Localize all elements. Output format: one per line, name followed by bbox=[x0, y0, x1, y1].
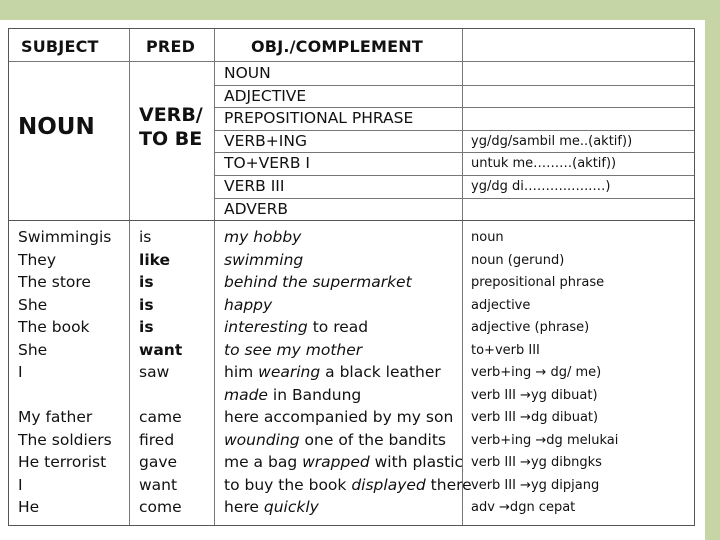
example-predicate: is bbox=[139, 296, 154, 314]
example-predicate: came bbox=[139, 408, 182, 426]
example-subject: She bbox=[18, 296, 48, 314]
example-note: verb III →dg dibuat) bbox=[471, 410, 599, 425]
example-object bbox=[224, 455, 463, 471]
example-object-part: to see my mother bbox=[224, 341, 363, 359]
example-subject: He terrorist bbox=[18, 453, 107, 471]
example-subject: Swimmingis bbox=[18, 228, 112, 246]
pattern-row-divider bbox=[214, 175, 694, 176]
column-divider bbox=[129, 29, 130, 525]
example-object-part: quickly bbox=[263, 498, 319, 516]
example-object-part: interesting bbox=[224, 318, 308, 336]
example-object-part: my hobby bbox=[224, 228, 302, 246]
example-subject: They bbox=[18, 251, 57, 269]
section-divider bbox=[9, 220, 694, 221]
pattern-note: yg/dg/sambil me..(aktif)) bbox=[471, 134, 633, 149]
example-note: verb III →yg dibngks bbox=[471, 455, 602, 470]
pattern-pred-line1: VERB/ bbox=[139, 104, 203, 126]
pattern-complement: ADJECTIVE bbox=[224, 87, 307, 105]
pattern-complement: PREPOSITIONAL PHRASE bbox=[224, 109, 414, 127]
pattern-pred-line2: TO BE bbox=[139, 128, 203, 150]
pattern-complement: VERB+ING bbox=[224, 132, 307, 150]
pattern-row-divider bbox=[214, 130, 694, 131]
example-note: adjective bbox=[471, 298, 531, 313]
example-object-part: happy bbox=[224, 296, 273, 314]
column-divider bbox=[462, 29, 463, 525]
example-subject: The soldiers bbox=[18, 431, 112, 449]
example-note: verb III →yg dipjang bbox=[471, 478, 600, 493]
header-divider bbox=[9, 61, 694, 62]
pattern-row-divider bbox=[214, 198, 694, 199]
example-subject: The store bbox=[18, 273, 91, 291]
example-object-part: to read bbox=[307, 318, 369, 336]
example-subject: The book bbox=[18, 318, 90, 336]
pattern-complement: NOUN bbox=[224, 64, 271, 82]
example-object-part: a black leather bbox=[320, 363, 441, 381]
example-note: prepositional phrase bbox=[471, 275, 605, 290]
example-object-part: wounding bbox=[224, 431, 300, 449]
example-note: verb III →yg dibuat) bbox=[471, 388, 598, 403]
example-predicate: is bbox=[139, 273, 154, 291]
example-object bbox=[224, 343, 362, 359]
example-object-part: there bbox=[425, 476, 472, 494]
example-object bbox=[224, 320, 368, 336]
example-object-part: one of the bandits bbox=[299, 431, 447, 449]
example-subject: My father bbox=[18, 408, 93, 426]
pattern-row-divider bbox=[214, 107, 694, 108]
example-subject: He bbox=[18, 498, 40, 516]
example-object-part: to buy the book bbox=[224, 476, 352, 494]
example-object bbox=[224, 388, 361, 404]
example-subject: I bbox=[18, 476, 23, 494]
example-predicate: gave bbox=[139, 453, 178, 471]
header-pred: PRED bbox=[146, 37, 196, 56]
example-predicate: is bbox=[139, 228, 152, 246]
pattern-note: untuk me………(aktif)) bbox=[471, 156, 617, 171]
example-object-part: here bbox=[224, 498, 264, 516]
header-obj-complement: OBJ./COMPLEMENT bbox=[251, 37, 423, 56]
pattern-complement: VERB III bbox=[224, 177, 285, 195]
pattern-row-divider bbox=[214, 152, 694, 153]
example-object-part: wearing bbox=[258, 363, 321, 381]
pattern-complement: ADVERB bbox=[224, 200, 289, 218]
example-predicate: come bbox=[139, 498, 182, 516]
example-predicate: like bbox=[139, 251, 171, 269]
example-object-part: me a bag bbox=[224, 453, 303, 471]
pattern-subject: NOUN bbox=[18, 114, 95, 140]
example-predicate: want bbox=[139, 341, 183, 359]
example-object-part: wrapped bbox=[302, 453, 370, 471]
example-object-part: swimming bbox=[224, 251, 304, 269]
example-note: verb+ing →dg melukai bbox=[471, 433, 619, 448]
example-predicate: is bbox=[139, 318, 154, 336]
example-object bbox=[224, 500, 319, 516]
example-object-part: displayed bbox=[351, 476, 426, 494]
example-subject: I bbox=[18, 363, 23, 381]
example-object bbox=[224, 298, 272, 314]
example-object-part: with plastic bbox=[369, 453, 464, 471]
example-object-part: behind the supermarket bbox=[224, 273, 412, 291]
example-subject: She bbox=[18, 341, 48, 359]
example-note: to+verb III bbox=[471, 343, 540, 358]
example-note: noun bbox=[471, 230, 504, 245]
example-object bbox=[224, 478, 472, 494]
example-object bbox=[224, 365, 441, 381]
example-note: noun (gerund) bbox=[471, 253, 565, 268]
example-object-part: here accompanied by my son bbox=[224, 408, 454, 426]
grammar-table bbox=[0, 20, 705, 540]
example-object-part: in Bandung bbox=[267, 386, 362, 404]
example-object bbox=[224, 433, 446, 449]
column-divider bbox=[214, 29, 215, 525]
example-object bbox=[224, 275, 412, 291]
pattern-note: yg/dg di………..…..…) bbox=[471, 179, 611, 194]
example-predicate: want bbox=[139, 476, 178, 494]
example-object-part: made bbox=[224, 386, 268, 404]
pattern-complement: TO+VERB I bbox=[224, 154, 310, 172]
example-object-part: him bbox=[224, 363, 259, 381]
example-predicate: fired bbox=[139, 431, 175, 449]
example-note: adv →dgn cepat bbox=[471, 500, 576, 515]
example-object bbox=[224, 230, 301, 246]
example-predicate: saw bbox=[139, 363, 170, 381]
example-note: adjective (phrase) bbox=[471, 320, 590, 335]
example-object bbox=[224, 253, 303, 269]
pattern-row-divider bbox=[214, 85, 694, 86]
header-subject: SUBJECT bbox=[21, 37, 99, 56]
example-note: verb+ing → dg/ me) bbox=[471, 365, 602, 380]
example-object bbox=[224, 410, 453, 426]
